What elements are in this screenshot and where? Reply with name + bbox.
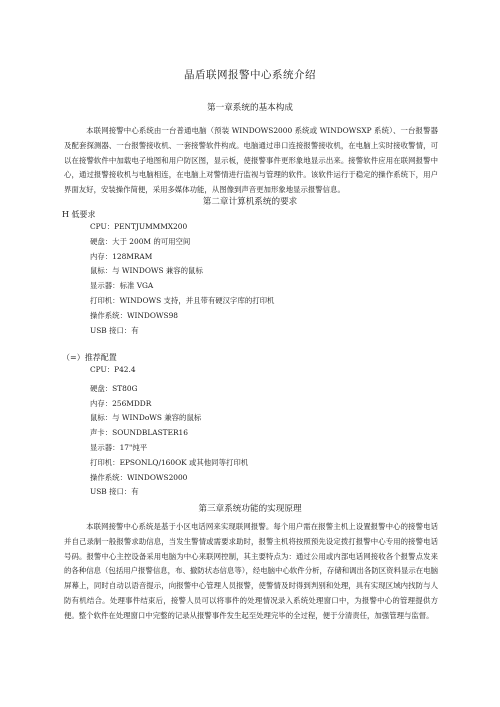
list-item: 显示器：17"纯平 <box>90 442 148 452</box>
list-item: 鼠标：与 WINDoWS 兼容的鼠标 <box>90 413 202 423</box>
recommended-config-list <box>90 363 248 500</box>
chapter-3-text: 本联网接警中心系统是基于小区电话网来实现联网报警。每个用户需在报警主机上设置报警中心的接警电话并自己录制一般报警求助信息，当发生警情或需要求助时，报警主机将按照预先设定拨打报警中心专用的接警电话号码。报警中心主控设备采用电脑为中心来联网控制，其主要特点为：通过公用或内部电话网接收各个报警点发来的各种信息（包括用户报警信息，布、撤防状态信息等），经电脑中心软件分析，存储和调出各防区资料显示在电脑屏幕上，同时自动以语音提示，向报警中心管理人员报警，使警情及时得到判别和处理，具有实现区域内找防与人防有机结合。处理事件结束后，接警人员可以将事件的处理情况录入系统处理窗口中，为报警中心的管理提供方便。整个软件在处理窗口中完整的记录从报警事件发生起至处理完毕的全过程，便于分清责任，加强管理与监督。 <box>64 522 438 620</box>
minimum-requirements-list <box>90 220 274 338</box>
list-item: CPU：PENTJUMMMX200 <box>90 222 188 231</box>
chapter-2-heading: 第二章计算机系统的要求 <box>202 197 298 207</box>
list-item: 内存：128MRAM <box>90 251 153 261</box>
chapter-3-heading: 第三章系统功能的实现原理 <box>198 504 302 514</box>
document-title: 晶盾联网报警中心系统介绍 <box>184 69 316 81</box>
chapter-1-heading: 第一章系统的基本构成 <box>207 103 293 113</box>
list-item: 鼠标：与 WINDOWS 兼容的鼠标 <box>90 266 203 276</box>
list-item: 声卡：SOUNDBLASTER16 <box>90 428 188 438</box>
chapter-3-paragraph <box>64 520 438 624</box>
list-item: 操作系统：WINDOWS2000 <box>90 472 188 482</box>
minimum-requirements-label: H 低要求 <box>62 210 96 219</box>
chapter-1-text: 本联网接警中心系统由一台普通电脑（预装 WINDOWS2000 系统或 WINDOWSXP 系统）、一台报警器及配套探测器、一台报警接收机、一套接警软件构成。电脑通过串口连接报警接收机，在电脑上实时接收警情，可以在接警软件中加载电子地图和用户防区图，显示板，使报警事件更形象地显示出来。接警软件应用在联网报警中心，通过报警接收机与电脑相连，在电脑上对警情进行监视与管理的软件。该软件运行于稳定的操作系统下，用户界面友好，安装操作简便，采用多媒体功能，从图像到声音更加形象地显示报警信息。 <box>64 126 438 195</box>
list-item: USB 接口：有 <box>90 487 139 497</box>
list-item: 操作系统：WINDOWS98 <box>90 310 178 320</box>
list-item: CPU：P42.4 <box>90 365 136 374</box>
list-item: 打印机：EPSONLQ/160OK 或其他同等打印机 <box>90 457 249 467</box>
chapter-1-paragraph <box>64 124 438 198</box>
list-item: USB 接口：有 <box>90 325 139 335</box>
recommended-config-label: （=）推荐配置 <box>62 353 117 362</box>
list-item: 内存：256MDDR <box>90 398 152 408</box>
list-item: 显示器：标准 VGA <box>90 281 154 291</box>
list-item: 硬盘：大于 200M 的可用空间 <box>90 236 191 246</box>
list-item: 打印机：WINDOWS 支持，并且带有硬汉字库的打印机 <box>90 295 275 305</box>
list-item: 硬盘：ST80G <box>90 383 138 393</box>
